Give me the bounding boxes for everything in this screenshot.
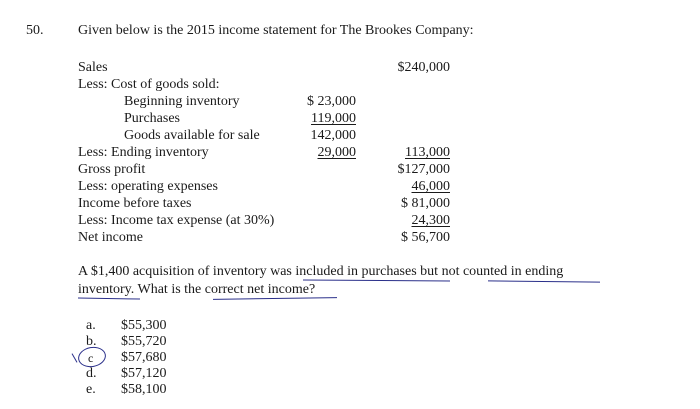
scenario-text: inventory <box>78 282 131 297</box>
pen-tick-mark <box>72 353 78 362</box>
beginning-inventory-amount: $ 23,000 <box>307 94 356 109</box>
ending-inventory-label: Less: Ending inventory <box>78 145 209 160</box>
income-before-taxes-total: $ 81,000 <box>401 196 450 211</box>
cogs-total: 113,000 <box>405 145 450 160</box>
gross-profit-total: $127,000 <box>397 162 450 177</box>
question-number: 50. <box>26 23 44 38</box>
choice-a-letter[interactable]: a. <box>86 318 96 333</box>
choice-e-letter[interactable]: e. <box>86 382 96 397</box>
scenario-line-2 <box>78 282 315 298</box>
scenario-highlight-included: included in purchases <box>295 264 417 279</box>
sales-label: Sales <box>78 60 108 75</box>
net-income-total: $ 56,700 <box>401 230 450 245</box>
income-tax-label: Less: Income tax expense (at 30%) <box>78 213 275 228</box>
choice-c-value[interactable]: $57,680 <box>121 350 167 365</box>
scenario-highlight-correct-net-income: correct net income <box>204 282 309 297</box>
operating-expenses-label: Less: operating expenses <box>78 179 218 194</box>
operating-expenses-total: 46,000 <box>411 179 450 194</box>
purchases-amount: 119,000 <box>311 111 356 126</box>
gross-profit-label: Gross profit <box>78 162 146 177</box>
scenario-text: . What is the <box>130 282 205 297</box>
purchases-label: Purchases <box>124 111 180 126</box>
choice-b-value[interactable]: $55,720 <box>121 334 167 349</box>
choice-a-value[interactable]: $55,300 <box>121 318 167 333</box>
income-before-taxes-label: Income before taxes <box>78 196 192 211</box>
ink-underline <box>78 297 140 299</box>
beginning-inventory-label: Beginning inventory <box>124 94 240 109</box>
ink-underline <box>303 279 450 281</box>
ending-inventory-amount: 29,000 <box>317 145 356 160</box>
choice-d-value[interactable]: $57,120 <box>121 366 167 381</box>
scenario-highlight-not-counted: not counted in ending <box>441 264 564 279</box>
scenario-text: ? <box>308 282 316 297</box>
choice-b-letter[interactable]: b. <box>86 334 97 349</box>
goods-available-label: Goods available for sale <box>124 128 260 143</box>
ink-underline <box>488 280 600 282</box>
sales-total: $240,000 <box>397 60 450 75</box>
scenario-text: but <box>416 264 442 279</box>
question-prompt: Given below is the 2015 income statement for The Brookes Company: <box>78 23 474 38</box>
scenario-text: A $1,400 acquisition of inventory was <box>78 264 296 279</box>
choice-c-letter[interactable]: c <box>88 351 94 365</box>
cogs-header: Less: Cost of goods sold: <box>78 77 220 92</box>
scenario-line-1 <box>78 264 563 280</box>
choice-e-value[interactable]: $58,100 <box>121 382 167 397</box>
goods-available-amount: 142,000 <box>310 128 356 143</box>
choice-d-letter[interactable]: d. <box>86 366 97 381</box>
net-income-label: Net income <box>78 230 143 245</box>
income-tax-total: 24,300 <box>411 213 450 228</box>
